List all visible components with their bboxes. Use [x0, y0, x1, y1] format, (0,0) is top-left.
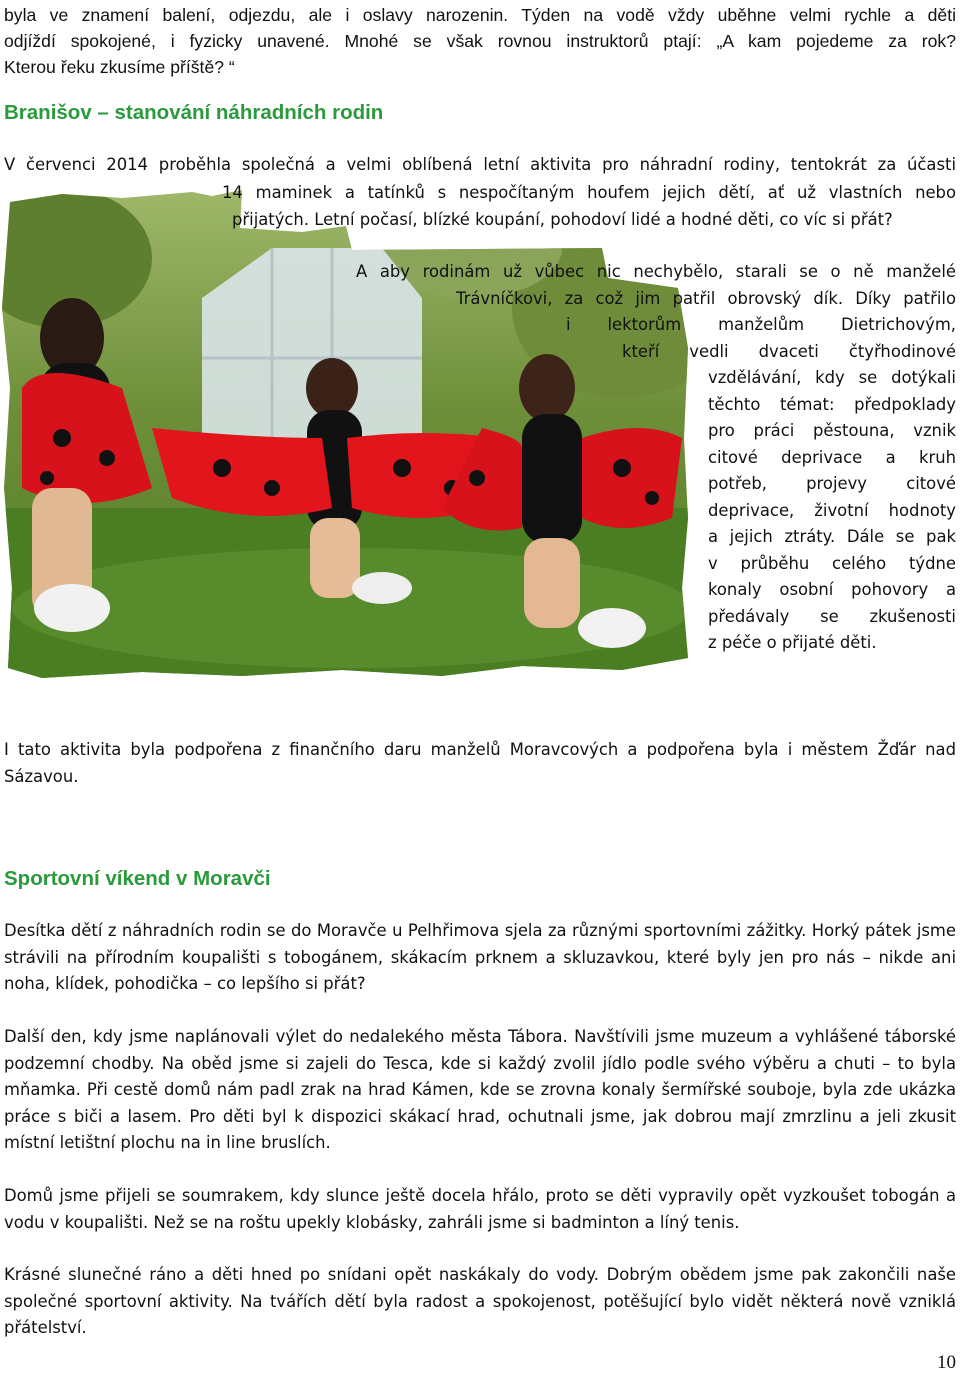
intro-paragraph — [4, 2, 956, 80]
branisov-line-7: kteří vedli dvaceti čtyřhodinové — [622, 342, 956, 361]
section-heading-moravec: Sportovní víkend v Moravči — [4, 867, 271, 890]
branisov-line-14: a jejich ztráty. Dále se pak — [708, 527, 956, 546]
branisov-line-11: citové deprivace a kruh — [708, 448, 956, 467]
branisov-line-4: A aby rodinám už vůbec nic nechybělo, starali se o ně manželé — [356, 262, 956, 281]
branisov-line-10: pro práci pěstouna, vznik — [708, 421, 956, 440]
support-paragraph: I tato aktivita byla podpořena z finančního daru manželů Moravcových a podpořena byla i městem Žďár nad Sázavou. — [4, 740, 956, 786]
branisov-line-18: z péče o přijaté děti. — [708, 633, 877, 652]
branisov-line-5: Trávníčkovi, za což jim patřil obrovský dík. Díky patřilo — [456, 289, 956, 308]
branisov-line-1: V červenci 2014 proběhla společná a velmi oblíbená letní aktivita pro náhradní rodiny, tentokrát za účasti — [4, 155, 956, 174]
branisov-line-16: konaly osobní pohovory a — [708, 580, 956, 599]
section-heading-branisov: Branišov – stanování náhradních rodin — [4, 101, 384, 124]
moravec-paragraph-4: Krásné slunečné ráno a děti hned po snídani opět naskákaly do vody. Dobrým obědem jsme pak zakončili naše společné sportovní aktivity. Na tvářích dětí byla radost a spokojenost, potěšující bylo vidět některá nově vzniklá přátelství. — [4, 1265, 956, 1337]
branisov-line-3: přijatých. Letní počasí, blízké koupání, pohodoví lidé a hodné děti, co víc si přát? — [232, 210, 893, 229]
moravec-paragraph-1: Desítka dětí z náhradních rodin se do Moravče u Pelhřimova sjela za různými sportovními zážitky. Horký pátek jsme strávili na přírodním koupališti s tobogánem, skákacím prknem a skluzavkou, které byly jen pro nás – nikde ani noha, klídek, pohodička – co lepšího si přát? — [4, 921, 956, 993]
page-number: 10 — [937, 1352, 956, 1373]
branisov-line-6: i lektorům manželům Dietrichovým, — [566, 315, 956, 334]
branisov-line-17: předávaly se zkušenosti — [708, 607, 956, 626]
moravec-paragraph-2: Další den, kdy jsme naplánovali výlet do nedalekého města Tábora. Navštívili jsme muzeum a vyhlášené táborské podzemní chodby. Na oběd jsme si zajeli do Tesca, kde si každý zvolil jídlo podle svého výběru a chuti – to byla mňamka. Při cestě domů nám padl zrak na hrad Kámen, kde se zrovna konaly šermířské souboje, byla zde ukázka práce s biči a lasem. Pro děti byl k dispozici skákací hrad, ochutnali jsme, jak dobrou mají zmrzlinu a jeli zkusit místní letištní plochu na in line bruslích. — [4, 1027, 956, 1152]
intro-line-3: Kterou řeku zkusíme příště? “ — [4, 57, 235, 77]
branisov-line-8: vzdělávání, kdy se dotýkali — [708, 368, 956, 387]
branisov-line-9: těchto témat: předpoklady — [708, 395, 956, 414]
moravec-paragraph-3: Domů jsme přijeli se soumrakem, kdy slunce ještě docela hřálo, proto se děti vypravily opět vyzkoušet tobogán a vodu v koupališti. Než se na roštu upekly klobásky, zahráli jsme si badminton a líný tenis. — [4, 1186, 956, 1232]
intro-line-1: byla ve znamení balení, odjezdu, ale i oslavy narozenin. Týden na vodě vždy uběhne velmi rychle a děti — [4, 5, 956, 25]
intro-line-2: odjíždí spokojené, i fyzicky unavené. Mnohé se však rovnou instruktorů ptají: „A kam pojedeme za rok? — [4, 31, 956, 51]
branisov-line-15: v průběhu celého týdne — [708, 554, 956, 573]
branisov-line-2: 14 maminek a tatínků s nespočítaným houfem jejich dětí, ať už vlastních nebo — [222, 183, 956, 202]
branisov-line-13: deprivace, životní hodnoty — [708, 501, 956, 520]
branisov-line-12: potřeb, projevy citové — [708, 474, 956, 493]
